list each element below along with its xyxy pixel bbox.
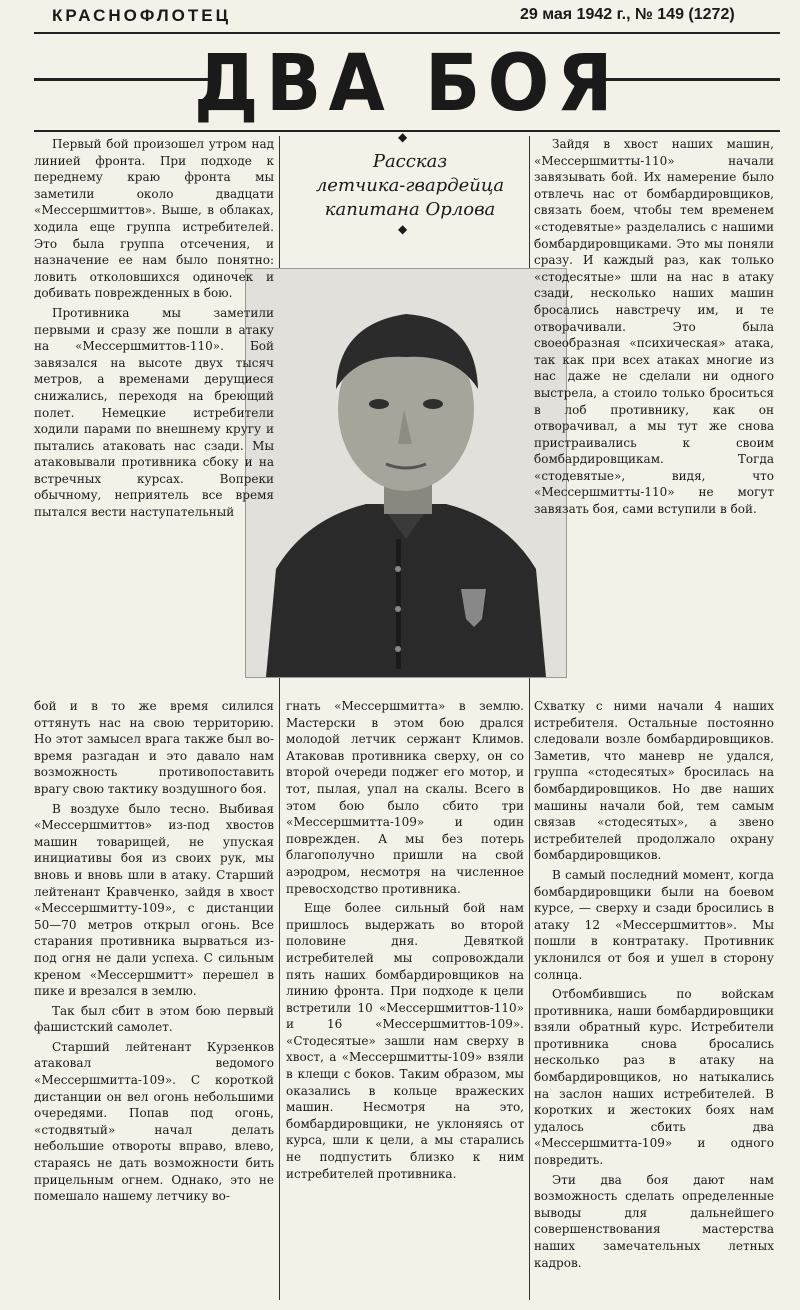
paragraph: Первый бой произошел утром над линией фронта. При подходе к переднему краю фронта мы заметили около двадцати «Мессершмиттов». Выше, в облаках, ходила еще группа истребителей. Это была группа отсечения, и назначение ее нам было понятно: ловить отколовшихся одиночек и добивать поврежденных в бою. [34,137,274,301]
diamond-ornament-top: ◆ [398,130,408,144]
article-column-1-bottom [34,698,274,1298]
article-column-2 [286,698,524,1298]
pilot-portrait-photo [245,268,567,678]
paragraph: гнать «Мессершмитта» в землю. Мастерски в этом бою дрался молодой летчик сержант Климов. Атаковав противника сверху, он со второй очереди поджег его мотор, и тот, пылая, упал на скалы. Всего в этом бою было сбито три «Мессершмитта-109» и один поврежден. А мы без потерь благополучно пришли на свой аэродром, несмотря на численное превосходство противника. [286,699,524,896]
portrait-illustration [246,269,566,677]
article-headline: ДВА БОЯ [193,39,621,129]
issue-number: № 149 (1272) [635,6,735,23]
paragraph: Старший лейтенант Курзенков атаковал ведомого «Мессершмитта-109». С короткой дистанции он вел огонь небольшими очередями. Попав под огонь, «стодвятый» начал делать небольшие отвороты вправо, влево, стараясь не дать возможности бить прицельным огнем. Однако, это не помешало нашему летчику во- [34,1039,274,1204]
subtitle-line: летчика-гвардейца [315,175,505,196]
article-subtitle [300,150,520,222]
subtitle-line: Рассказ [372,151,448,172]
issue-info [520,6,735,24]
article-column-3-top [534,136,774,696]
newspaper-name: КРАСНОФЛОТЕЦ [52,6,232,25]
paragraph: Схватку с ними начали 4 наших истребителя. Остальные постоянно следовали возле бомбардировщиков. Заметив, что маневр не удался, группа «стодесятых» бросилась на бомбардировщиков. Но две наших машины начали бой, тем самым связав «стодесятых», а звено истребителей продолжало охрану бомбардировщиков. [534,699,774,863]
paragraph: Противника мы заметили первыми и сразу же пошли в атаку на «Мессершмиттов-110». Бой завязался на высоте двух тысяч метров, а временами дерущиеся снижались, переходя на бреющий полет. Немецкие истребители ходили парами по внешнему кругу и пытались атаковать нас сзади. Мы атаковывали противника сбоку и на встречных курсах. Вопреки обычному, неприятель все время пытался вести наступательный [34,305,274,520]
top-rule [34,32,780,34]
paragraph: Зайдя в хвост наших машин, «Мессершмитты-110» начали завязывать бой. Их намерение было отвлечь нас от бомбардировщиков, связать боем, чтобы тем временем «стодевятые» разделались с нашими бомбардировщиками. Это мы поняли сразу. И каждый раз, как только «стодесятые» шли на нас в атаку сзади, несколько наших машин бросались навстречу им, и те отворачивали. Это была своеобразная «психическая» атака, так как при всех атаках многие из нас даже не сделали ни одного выстрела, а стоило только броситься в лоб противнику, как он отворачивал, а мы тут же снова пристраивались к своим бомбардировщикам. Тогда «стодевятые», видя, что «Мессершмитты-110» не могут завязать боя, сами вступили в бой. [534,137,774,517]
diamond-ornament-bottom: ◆ [398,222,408,236]
paragraph: бой и в то же время силился оттянуть нас на свою территорию. Но этот замысел врага также был во-время разгадан и это давало нам возможность противопоставить врагу свою тактику воздушного боя. [34,699,274,796]
paragraph: Эти два боя дают нам возможность сделать определенные выводы для дальнейшего совершенствования мастерства наших замечательных летных кадров. [534,1172,774,1270]
paragraph: В самый последний момент, когда бомбардировщики были на боевом курсе, — сверху и сзади бросились в атаку 12 «Мессершмиттов». Мы пошли в контратаку. Противник уклонился от боя и ушел в сторону солнца. [534,867,774,982]
subtitle-line: капитана Орлова [324,199,496,220]
paragraph: В воздухе было тесно. Выбивая «Мессершмиттов» из-под хвостов машин товарищей, не упуская инициативы боя из своих рук, мы вновь и вновь шли в атаку. Старший лейтенант Кравченко, зайдя в хвост «Мессершмитту-109», с дистанции 50—70 метров открыл огонь. Все старания противника вырваться из-под огня не дали успеха. С сильным креном «Мессершмитт» перешел в пике и врезался в землю. [34,801,274,999]
article-column-1-top [34,136,274,696]
paragraph: Отбомбившись по войскам противника, наши бомбардировщики взяли обратный курс. Истребители противника снова бросались несколько раз в атаку на бомбардировщиков, но натыкались на заслон наших истребителей. В коротких и жестоких боях нам удалось сбить два «Мессершмитта-109» и одного повредить. [534,987,774,1168]
issue-date: 29 мая 1942 г., [520,6,631,23]
article-column-3-bottom [534,698,774,1298]
paragraph: Еще более сильный бой нам пришлось выдержать во второй половине дня. Девяткой истребителей мы сопровождали пять наших бомбардировщиков на линию фронта. При подходе к цели встретили 10 «Мессершмиттов-110» и 16 «Мессершмиттов-109». «Стодесятые» зашли нам сверху в хвост, а «Мессершмитты-109» взяли в клещи с боков. Таким образом, мы оказались в кольце вражеских машин. Несмотря на это, бомбардировщики, не уклоняясь от курса, шли к цели, а мы старались не подпустить близко к ним истребителей противника. [286,901,524,1181]
paragraph: Так был сбит в этом бою первый фашистский самолет. [34,1003,274,1035]
